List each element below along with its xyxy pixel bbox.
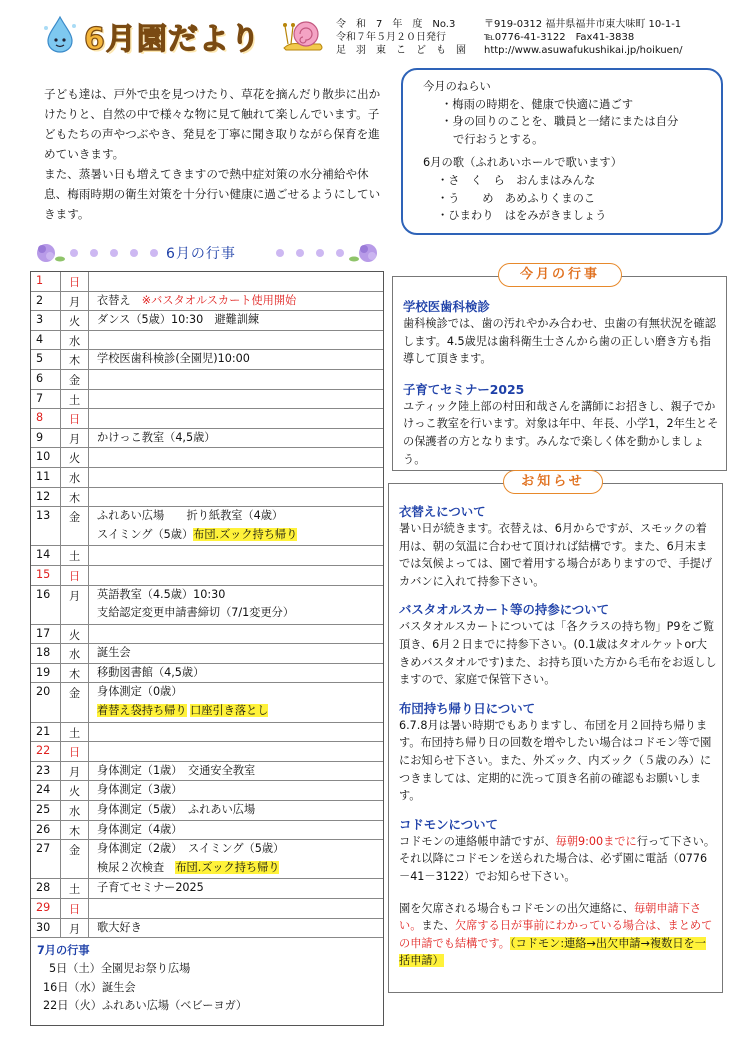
schedule-weekday: 日 [61, 409, 89, 428]
schedule-day: 15 [31, 566, 61, 585]
schedule-event: かけっこ教室（4,5歳） [97, 430, 216, 444]
schedule-row [31, 919, 383, 939]
schedule-day: 14 [31, 546, 61, 565]
schedule-day: 23 [31, 762, 61, 781]
schedule-weekday: 木 [61, 488, 89, 507]
schedule-weekday: 月 [61, 429, 89, 448]
highlight-note: 着替え袋持ち帰り [97, 704, 187, 718]
schedule-day: 19 [31, 664, 61, 683]
schedule-day: 18 [31, 644, 61, 663]
schedule-event [89, 446, 383, 467]
issue-date: 令和７年５月２０日発行 [336, 32, 446, 43]
aim-item-2: ・身の回りのことを、職員と一緒にまたは自分 [441, 115, 679, 129]
notice-title-codmon: コドモンについて [399, 816, 498, 832]
schedule-event [89, 270, 383, 291]
events-badge: 今月の行事 [498, 263, 622, 287]
schedule-row [31, 507, 383, 546]
schedule-day: 21 [31, 723, 61, 742]
highlight-note: 布団.ズック持ち帰り [175, 860, 280, 874]
schedule-event [89, 368, 383, 389]
highlight-note: 布団.ズック持ち帰り [193, 527, 298, 541]
schedule-weekday: 土 [61, 879, 89, 898]
schedule-event: 学校医歯科検診(全園児)10:00 [97, 352, 250, 366]
schedule-weekday: 日 [61, 899, 89, 918]
notice-body-clothes: 暑い日が続きます。衣替えは、6月からですが、スモックの着用は、朝の気温に合わせて頂ければ結構です。また、6月末までは気候よっては、園で着用する場合がありますので、手提げカバンに入れて持参下さい。 [399, 522, 713, 588]
newsletter-title: 6月園だより [84, 22, 261, 57]
schedule-day: 5 [31, 350, 61, 369]
schedule-weekday: 水 [61, 644, 89, 663]
song-1: ・さ く ら おんまはみんな [437, 173, 596, 187]
notice-body-futon: 6.7.8月は暑い時期でもありますし、布団を月２回持ち帰ります。布団持ち帰り日の回数を増やしたい場合はコドモン等で園にお知らせ下さい。また、外ズック、内ズック（５歳のみ）につきましては、定期的に洗って頂き名前の確認もお願いします。 [399, 718, 712, 803]
notice-body-codmon: コドモンの連絡帳申請ですが、毎朝9:00までに行って下さい。それ以降にコドモンを送られた場合は、必ず園に電話（0776－41－3122）でお知らせ下さい。 [399, 834, 716, 883]
snail-mascot-icon [280, 14, 326, 54]
schedule-weekday: 月 [61, 586, 89, 624]
schedule-day: 4 [31, 331, 61, 350]
notice-body-absence: 園を欠席される場合もコドモンの出欠連絡に、毎朝申請下さい。また、欠席する日が事前にわかっている場合は、まとめての申請でも結構です。（コドモン:連絡→出欠申請→複数日を一括申請） [399, 901, 713, 968]
schedule-row [31, 586, 383, 625]
schedule-weekday: 日 [61, 272, 89, 291]
schedule-event: 子育てセミナー2025 [97, 881, 204, 895]
intro-paragraph-2: また、蒸暑い日も増えてきますので熱中症対策の水分補給や休息、梅雨時期の衛生対策を十分行い健康に過ごせるようにしていきます。 [44, 167, 381, 221]
address: 〒919-0312 福井県福井市東大味町 10-1-1 [484, 19, 682, 30]
event-title-seminar: 子育てセミナー2025 [403, 381, 525, 397]
schedule-day: 11 [31, 468, 61, 487]
event-body-dental: 歯科検診では、歯の汚れやかみ合わせ、虫歯の有無状況を確認します。4.5歳児は歯科衛生士さんから歯の正しい磨き方も指導して頂きます。 [403, 317, 716, 366]
schedule-day: 1 [31, 272, 61, 291]
schedule-day: 30 [31, 919, 61, 938]
schedule-day: 29 [31, 899, 61, 918]
schedule-event: ダンス（5歳）10:30 避難訓練 [97, 313, 260, 327]
schedule-event [89, 740, 383, 761]
schedule-event: 身体測定（4歳） [97, 822, 183, 836]
schedule-day: 25 [31, 801, 61, 820]
schedule-weekday: 木 [61, 350, 89, 369]
highlight-note: 口座引き落とし [190, 704, 269, 718]
school-name: 足 羽 東 こ ど も 園 [336, 45, 466, 56]
schedule-event: 誕生会 [97, 646, 131, 660]
schedule-event: 身体測定（3歳） [97, 783, 183, 797]
schedule-event [89, 466, 383, 487]
notice-title-futon: 布団持ち帰り日について [399, 700, 536, 716]
schedule-weekday: 火 [61, 625, 89, 644]
schedule-weekday: 木 [61, 664, 89, 683]
schedule-event: 移動図書館（4,5歳） [97, 665, 205, 679]
aim-heading: 今月のねらい [423, 80, 491, 93]
intro-text [44, 84, 384, 224]
schedule-weekday: 日 [61, 566, 89, 585]
july-item-3: 22日（火）ふれあい広場（ベビーヨガ） [43, 998, 248, 1012]
intro-paragraph-1: 子ども達は、戸外で虫を見つけたり、草花を摘んだり散歩に出かけたりと、自然の中で様々な物に見て触れて楽しんでいます。子どもたちの声やつぶやき、発見を丁寧に聞き取りながら保育を進めていきます。 [44, 87, 381, 161]
schedule-day: 2 [31, 292, 61, 311]
schedule-weekday: 月 [61, 762, 89, 781]
schedule-event: 歌大好き [97, 920, 142, 934]
event-title-dental: 学校医歯科検診 [403, 299, 490, 314]
schedule-day: 17 [31, 625, 61, 644]
schedule-event [89, 388, 383, 409]
july-item-2: 16日（水）誕生会 [43, 980, 136, 994]
schedule-title: 6月の行事 [166, 246, 236, 262]
schedule-day: 26 [31, 821, 61, 840]
schedule-event [89, 623, 383, 644]
schedule-weekday: 火 [61, 448, 89, 467]
absence-steps-highlight: （コドモン:連絡→出欠申請→複数日を一括申請） [399, 936, 706, 968]
schedule-weekday: 土 [61, 723, 89, 742]
schedule-weekday: 日 [61, 742, 89, 761]
contact-info [484, 18, 683, 57]
song-2: ・う め あめふりくまのこ [437, 191, 596, 205]
schedule-day: 28 [31, 879, 61, 898]
schedule-event [89, 544, 383, 565]
schedule-day: 9 [31, 429, 61, 448]
schedule-event [89, 329, 383, 350]
schedule-weekday: 木 [61, 821, 89, 840]
schedule-event [89, 407, 383, 428]
schedule-weekday: 金 [61, 683, 89, 721]
notice-title-clothes: 衣替えについて [399, 504, 486, 519]
events-box [392, 267, 727, 471]
notice-body-towel: バスタオルスカートについては「各クラスの持ち物」P9をご覧頂き、6月２日までに持参下さい。(0.1歳はタオルケットor大きめバスタオルです)また、お持ち頂いた方から毛布をお返ししますので、家庭で保管下さい。 [399, 620, 717, 687]
aim-item-2-cont: で行おうとする。 [453, 132, 544, 146]
schedule-event [89, 897, 383, 918]
schedule-event: 身体測定（2歳） スイミング（5歳） 検尿２次検査 布団.ズック持ち帰り [97, 842, 285, 874]
schedule-table [30, 271, 384, 1026]
schedule-event [89, 564, 383, 585]
schedule-day: 16 [31, 586, 61, 624]
notices-badge: お知らせ [503, 470, 603, 494]
schedule-day: 13 [31, 507, 61, 545]
schedule-weekday: 土 [61, 546, 89, 565]
schedule-day: 27 [31, 840, 61, 878]
july-item-1: 5日（土）全園児お祭り広場 [49, 962, 191, 976]
schedule-event: 身体測定（0歳） 着替え袋持ち帰り 口座引き落とし [97, 685, 269, 718]
schedule-weekday: 水 [61, 801, 89, 820]
event-body-seminar: ユティック陸上部の村田和哉さんを講師にお招きし、親子でかけっこ教室を行います。対象は年中、年長、小学1，2年生とその保護者の方となります。みんなで楽しく体を動かしましょう。 [403, 399, 719, 466]
schedule-weekday: 水 [61, 468, 89, 487]
schedule-weekday: 月 [61, 292, 89, 311]
schedule-event: 身体測定（1歳） 交通安全教室 [97, 763, 256, 777]
notices-box [388, 474, 723, 993]
phone: ℡0776-41-3122 Fax41-3838 [484, 32, 635, 43]
schedule-event: ふれあい広場 折り紙教室（4歳） スイミング（5歳）布団.ズック持ち帰り [97, 509, 298, 541]
schedule-weekday: 水 [61, 331, 89, 350]
schedule-row [31, 683, 383, 722]
schedule-event [89, 721, 383, 742]
song-3: ・ひまわり はをみがきましょう [437, 209, 607, 223]
schedule-weekday: 金 [61, 370, 89, 389]
july-title: 7月の行事 [37, 944, 90, 958]
july-events [31, 938, 383, 1025]
schedule-weekday: 火 [61, 311, 89, 330]
schedule-event [89, 486, 383, 507]
notice-title-towel: バスタオルスカート等の持参について [399, 602, 610, 618]
schedule-day: 10 [31, 448, 61, 467]
schedule-day: 12 [31, 488, 61, 507]
deadline-text: 毎朝9:00までに [555, 834, 637, 848]
schedule-weekday: 火 [61, 781, 89, 800]
issue-info [336, 18, 466, 57]
schedule-day: 3 [31, 311, 61, 330]
schedule-weekday: 金 [61, 840, 89, 878]
schedule-day: 7 [31, 390, 61, 409]
schedule-weekday: 金 [61, 507, 89, 545]
schedule-weekday: 土 [61, 390, 89, 409]
monthly-aim-box [401, 68, 723, 235]
schedule-day: 6 [31, 370, 61, 389]
website-url: http://www.asuwafukushikai.jp/hoikuen/ [484, 45, 683, 56]
schedule-day: 24 [31, 781, 61, 800]
raindrop-mascot-icon [40, 14, 80, 54]
issue-number: 令 和 7 年 度 No.3 [336, 19, 456, 30]
schedule-event: 身体測定（5歳） ふれあい広場 [97, 803, 256, 817]
schedule-row [31, 840, 383, 879]
schedule-event: 衣替え ※バスタオルスカート使用開始 [97, 293, 297, 307]
schedule-event: 英語教室（4.5歳）10:30 支給認定変更申請書締切（7/1変更分） [97, 587, 295, 620]
schedule-day: 20 [31, 683, 61, 721]
song-heading: 6月の歌（ふれあいホールで歌います） [423, 156, 623, 170]
aim-item-1: ・梅雨の時期を、健康で快適に過ごす [441, 97, 634, 111]
schedule-day: 22 [31, 742, 61, 761]
schedule-day: 8 [31, 409, 61, 428]
schedule-weekday: 月 [61, 919, 89, 938]
